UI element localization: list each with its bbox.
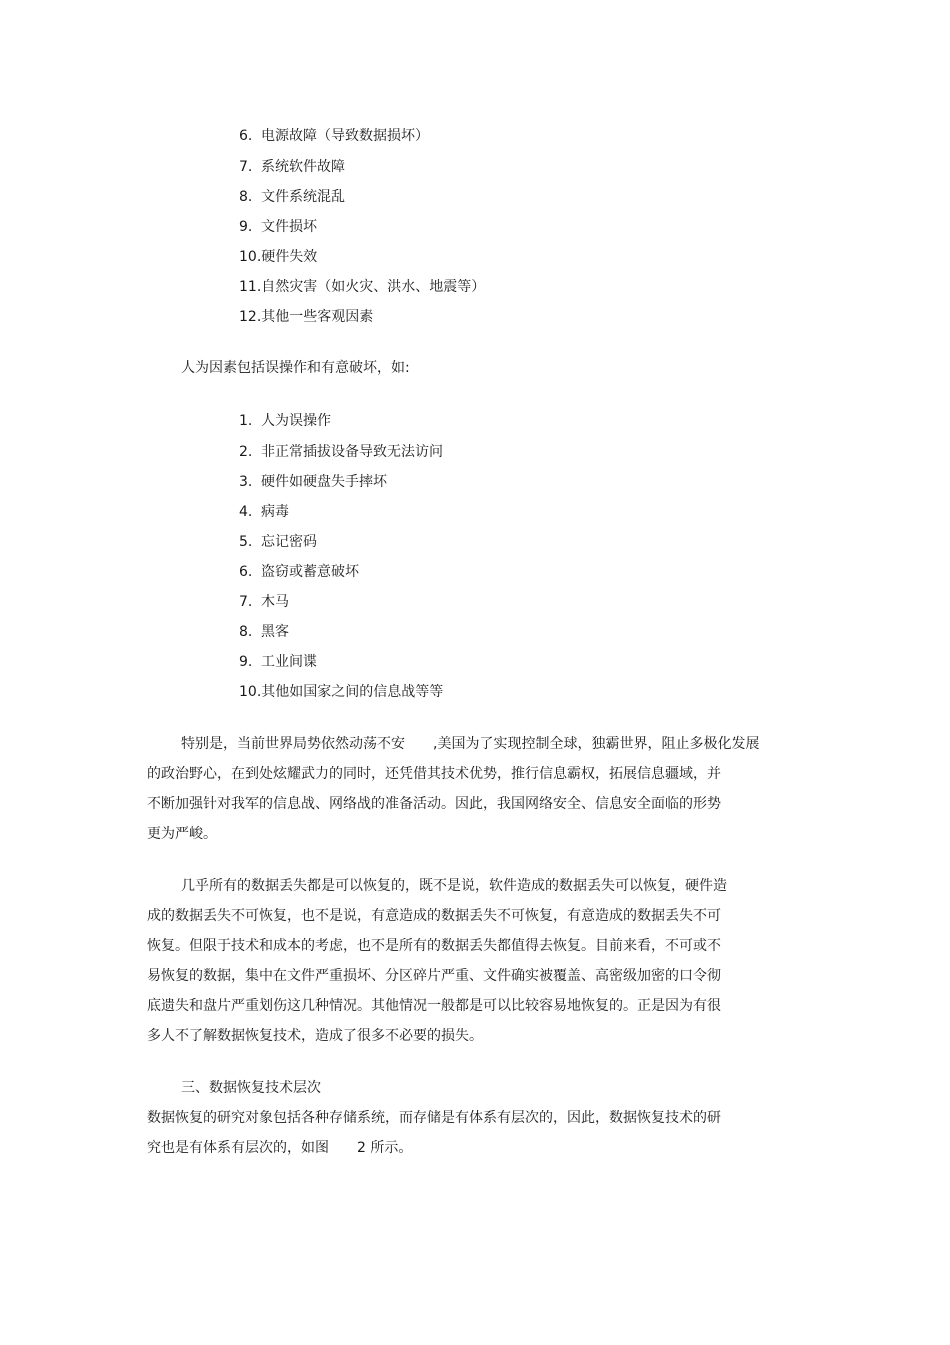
paragraph-line: 更为严峻。 bbox=[147, 826, 217, 842]
list-item bbox=[239, 652, 317, 672]
list-text: 文件损坏 bbox=[261, 219, 317, 235]
list-text: 其他如国家之间的信息战等等 bbox=[261, 684, 444, 700]
list-number: 8. bbox=[239, 624, 253, 640]
paragraph-line: 的政治野心，在到处炫耀武力的同时，还凭借其技术优势，推行信息霸权，拓展信息疆域，并 bbox=[147, 766, 721, 782]
list-number: 1. bbox=[239, 413, 253, 429]
list-item bbox=[239, 682, 443, 702]
list-item bbox=[239, 307, 373, 327]
list-text: 木马 bbox=[261, 594, 289, 610]
list-item bbox=[239, 592, 289, 612]
list-item bbox=[239, 502, 289, 522]
list-item bbox=[239, 472, 387, 492]
list-text: 系统软件故障 bbox=[261, 159, 345, 175]
paragraph-line: 恢复。但限于技术和成本的考虑，也不是所有的数据丢失都值得去恢复。目前来看，不可或不 bbox=[147, 938, 721, 954]
list-number: 7. bbox=[239, 594, 253, 610]
list-item bbox=[239, 277, 485, 297]
list-number: 5. bbox=[239, 534, 253, 550]
paragraph-line: 多人不了解数据恢复技术，造成了很多不必要的损失。 bbox=[147, 1028, 483, 1044]
list-item bbox=[239, 217, 317, 237]
paragraph-line: 不断加强针对我军的信息战、网络战的准备活动。因此，我国网络安全、信息安全面临的形势 bbox=[147, 796, 721, 812]
list-number: 2. bbox=[239, 444, 253, 460]
list-text: 文件系统混乱 bbox=[261, 189, 345, 205]
list-text: 其他一些客观因素 bbox=[261, 309, 374, 325]
paragraph-line: 数据恢复的研究对象包括各种存储系统，而存储是有体系有层次的，因此，数据恢复技术的研 bbox=[147, 1110, 721, 1126]
list-item bbox=[239, 157, 345, 177]
list-item bbox=[239, 411, 331, 431]
list-number: 10. bbox=[239, 249, 262, 265]
list-text: 自然灾害（如火灾、洪水、地震等） bbox=[261, 279, 486, 295]
list-number: 9. bbox=[239, 654, 253, 670]
list-number: 6. bbox=[239, 564, 253, 580]
paragraph-line: 底遗失和盘片严重划伤这几种情况。其他情况一般都是可以比较容易地恢复的。正是因为有很 bbox=[147, 998, 721, 1014]
human-factors-intro: 人为因素包括误操作和有意破坏，如: bbox=[181, 360, 410, 376]
list-number: 8. bbox=[239, 189, 253, 205]
paragraph-line: 几乎所有的数据丢失都是可以恢复的，既不是说，软件造成的数据丢失可以恢复，硬件造 bbox=[181, 878, 727, 894]
paragraph-line: 易恢复的数据，集中在文件严重损坏、分区碎片严重、文件确实被覆盖、高密级加密的口令彻 bbox=[147, 968, 721, 984]
section-heading: 三、数据恢复技术层次 bbox=[181, 1080, 321, 1096]
list-number: 4. bbox=[239, 504, 253, 520]
list-text: 硬件失效 bbox=[261, 249, 318, 265]
list-number: 3. bbox=[239, 474, 253, 490]
list-number: 10. bbox=[239, 684, 262, 700]
list-number: 12. bbox=[239, 309, 262, 325]
paragraph-line: 特别是，当前世界局势依然动荡不安 ,美国为了实现控制全球，独霸世界，阻止多极化发展 bbox=[181, 736, 760, 752]
list-number: 11. bbox=[239, 279, 262, 295]
list-text: 工业间谍 bbox=[261, 654, 317, 670]
list-item bbox=[239, 247, 317, 267]
list-number: 9. bbox=[239, 219, 253, 235]
list-text: 电源故障（导致数据损坏） bbox=[261, 128, 429, 144]
paragraph-line: 究也是有体系有层次的，如图 2 所示。 bbox=[147, 1140, 413, 1156]
list-number: 6. bbox=[239, 128, 253, 144]
list-text: 人为误操作 bbox=[261, 413, 331, 429]
list-text: 硬件如硬盘失手摔坏 bbox=[261, 474, 387, 490]
list-text: 忘记密码 bbox=[261, 534, 317, 550]
list-text: 非正常插拔设备导致无法访问 bbox=[261, 444, 443, 460]
list-text: 黑客 bbox=[261, 624, 289, 640]
list-item bbox=[239, 442, 443, 462]
list-item bbox=[239, 622, 289, 642]
list-item bbox=[239, 187, 345, 207]
list-text: 盗窃或蓄意破坏 bbox=[261, 564, 359, 580]
list-item bbox=[239, 562, 359, 582]
list-item bbox=[239, 126, 429, 146]
list-number: 7. bbox=[239, 159, 253, 175]
list-text: 病毒 bbox=[261, 504, 289, 520]
list-item bbox=[239, 532, 317, 552]
paragraph-line: 成的数据丢失不可恢复，也不是说，有意造成的数据丢失不可恢复，有意造成的数据丢失不可 bbox=[147, 908, 721, 924]
